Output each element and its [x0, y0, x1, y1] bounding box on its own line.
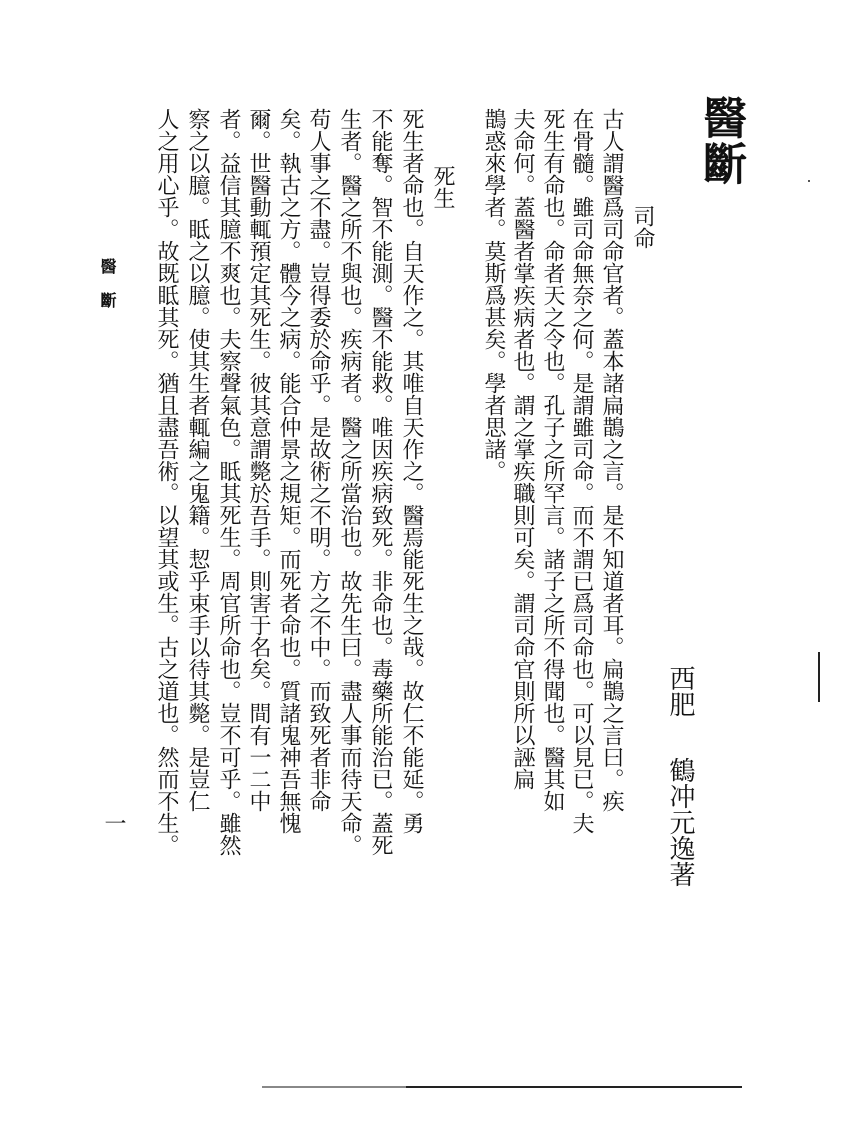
text-column: 人之用心乎。故既眡其死。猶且盡吾術。以望其或生。古之道也。然而不生。 — [154, 108, 179, 856]
text-column: 爾。世醫動輒預定其死生。彼其意謂斃於吾手。則害于名矣。間有一二中 — [246, 108, 271, 812]
author-place: 西肥 — [665, 665, 695, 717]
text-column: 死生者命也。自天作之。其唯自天作之。醫焉能死生之哉。故仁不能延。勇 — [399, 108, 424, 834]
bottom-rule — [262, 1086, 742, 1088]
text-column: 死生有命也。命者天之令也。孔子之所罕言。諸子之所不得聞也。醫其如 — [540, 108, 565, 812]
text-column: 生者。醫之所不與也。疾病者。醫之所當治也。故先生曰。盡人事而待天命。 — [337, 108, 362, 856]
margin-mark — [818, 652, 820, 702]
text-column: 矣。執古之方。體今之病。能合仲景之規矩。而死者命也。質諸鬼神吾無愧 — [276, 108, 301, 834]
text-column: 夫命何。蓋醫者掌疾病者也。謂之掌疾職則可矣。謂司命官則所以誣扁 — [510, 108, 535, 790]
text-column: 鵲惑來學者。莫斯爲甚矣。學者思諸。 — [481, 108, 506, 482]
text-column: 苟人事之不盡。豈得委於命乎。是故術之不明。方之不中。而致死者非命 — [306, 108, 331, 812]
author-line — [665, 665, 695, 887]
margin-dot — [808, 180, 810, 182]
text-column: 察之以臆。眡之以臆。使其生者輒編之鬼籍。恝乎束手以待其斃。是豈仁 — [185, 108, 210, 812]
page-number: 一 — [101, 812, 126, 834]
text-column: 在骨髓。雖司命無奈之何。是謂雖司命。而不謂已爲司命也。可以見已。夫 — [569, 108, 594, 834]
text-column: 古人謂醫爲司命官者。蓋本諸扁鵲之言。是不知道者耳。扁鵲之言曰。疾 — [599, 108, 624, 812]
text-column: 不能奪。智不能測。醫不能救。唯因疾病致死。非命也。毒藥所能治已。蓋死 — [368, 108, 393, 856]
section-heading-sisheng: 死生 — [430, 165, 455, 209]
author-name: 鶴冲元逸著 — [665, 757, 695, 887]
text-column: 者。益信其臆不爽也。夫察聲氣色。眡其死生。周官所命也。豈不可乎。雖然 — [216, 108, 241, 856]
book-title: 醫斷 — [695, 95, 746, 187]
running-footer-title: 醫斷 — [98, 258, 117, 326]
section-heading-siming: 司命 — [630, 205, 655, 249]
